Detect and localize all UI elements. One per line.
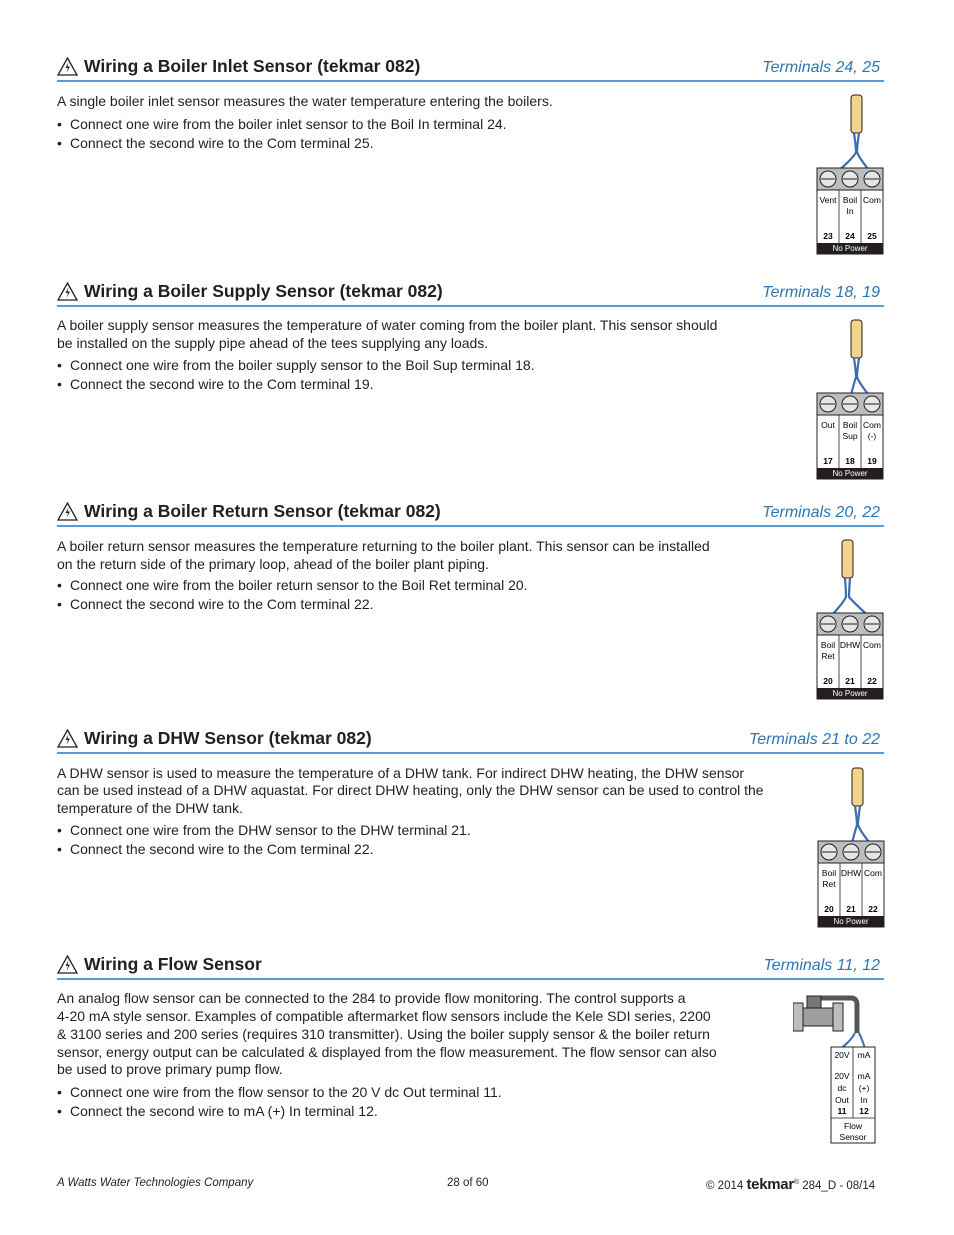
- terminal-number: 19: [867, 456, 877, 466]
- terminal-diagram-3: [816, 537, 884, 700]
- terminals-label: Terminals 11, 12: [763, 957, 880, 974]
- warning-icon: [57, 282, 78, 301]
- warning-icon: [57, 955, 78, 974]
- flow-sensor-label: Flow: [844, 1121, 862, 1131]
- bullet-item: • Connect one wire from the boiler return sensor to the Boil Ret terminal 20.: [57, 577, 528, 593]
- terminal-diagram-4: [817, 765, 885, 928]
- terminal-label: 20V: [834, 1050, 850, 1060]
- terminal-number: 25: [867, 231, 877, 241]
- terminal-label: dc: [837, 1083, 847, 1093]
- paragraph-line: be installed on the supply pipe ahead of the tees supplying any loads.: [57, 335, 489, 351]
- paragraph-line: A boiler supply sensor measures the temperature of water coming from the boiler plant. This sensor should: [57, 317, 718, 333]
- bullet-item: • Connect one wire from the flow sensor to the 20 V dc Out terminal 11.: [57, 1084, 502, 1100]
- terminal-number: 20: [824, 904, 834, 914]
- terminal-label: mA: [857, 1050, 871, 1060]
- paragraph-line: & 3100 series and 200 series (requires 310 transmitter). Using the boiler supply sensor & the boiler return: [57, 1026, 710, 1042]
- terminal-label: Com: [864, 868, 882, 878]
- terminal-number: 12: [859, 1106, 869, 1116]
- terminal-diagram-2: [816, 317, 884, 480]
- no-power-label: No Power: [832, 689, 868, 698]
- brand-logo: tekmar: [746, 1176, 794, 1193]
- bullet-item: • Connect the second wire to the Com terminal 22.: [57, 596, 374, 612]
- terminal-number: 11: [837, 1106, 847, 1116]
- bullet-item: • Connect one wire from the DHW sensor to the DHW terminal 21.: [57, 822, 471, 838]
- terminal-number: 22: [868, 904, 878, 914]
- section-title: Wiring a Boiler Return Sensor (tekmar 082): [84, 501, 441, 521]
- paragraph-line: can be used instead of a DHW aquastat. For direct DHW heating, only the DHW sensor can be used to control the: [57, 782, 764, 798]
- terminal-label: (-): [867, 431, 877, 441]
- paragraph-line: A boiler return sensor measures the temperature returning to the boiler plant. This sensor can be installed: [57, 538, 710, 554]
- paragraph-line: on the return side of the primary loop, ahead of the boiler plant piping.: [57, 556, 489, 572]
- terminal-number: 22: [867, 676, 877, 686]
- terminal-label: Ret: [821, 651, 835, 661]
- bullet-item: • Connect one wire from the boiler supply sensor to the Boil Sup terminal 18.: [57, 357, 535, 373]
- section-header: [57, 954, 884, 980]
- paragraph-line: An analog flow sensor can be connected to the 284 to provide flow monitoring. The control supports a: [57, 990, 686, 1006]
- no-power-label: No Power: [833, 917, 869, 926]
- section-header: [57, 281, 884, 307]
- section-header: [57, 728, 884, 754]
- paragraph-line: 4-20 mA style sensor. Examples of compatible aftermarket flow sensors include the Kele SDI series, 2200: [57, 1008, 711, 1024]
- terminal-number: 21: [845, 676, 855, 686]
- terminal-number: 20: [823, 676, 833, 686]
- terminal-label: Boil: [842, 195, 858, 205]
- terminal-label: Boil: [820, 640, 836, 650]
- terminal-label: Com: [863, 640, 881, 650]
- terminal-label: Com: [863, 420, 881, 430]
- terminal-label: Boil: [821, 868, 837, 878]
- warning-icon: [57, 729, 78, 748]
- terminal-label: Vent: [819, 195, 837, 205]
- paragraph-line: sensor, energy output can be calculated & displayed from the flow measurement. The flow sensor can also: [57, 1044, 717, 1060]
- section-header: [57, 56, 884, 82]
- warning-icon: [57, 57, 78, 76]
- terminal-number: 18: [845, 456, 855, 466]
- flow-sensor-label: Sensor: [839, 1132, 867, 1142]
- bullet-item: • Connect the second wire to the Com terminal 22.: [57, 841, 374, 857]
- terminal-label: Sup: [842, 431, 858, 441]
- terminals-label: Terminals 20, 22: [762, 504, 880, 521]
- terminals-label: Terminals 24, 25: [762, 59, 880, 76]
- section-title: Wiring a Boiler Inlet Sensor (tekmar 082): [84, 56, 421, 76]
- terminal-number: 21: [846, 904, 856, 914]
- no-power-label: No Power: [832, 469, 868, 478]
- section-title: Wiring a Boiler Supply Sensor (tekmar 082): [84, 281, 443, 301]
- terminal-number: 23: [823, 231, 833, 241]
- terminal-label: Out: [835, 1095, 849, 1105]
- terminal-label: Out: [821, 420, 835, 430]
- terminal-label: 20V: [834, 1071, 850, 1081]
- terminals-label: Terminals 21 to 22: [748, 731, 880, 748]
- section-title: Wiring a Flow Sensor: [84, 954, 262, 974]
- no-power-label: No Power: [832, 244, 868, 253]
- warning-icon: [57, 502, 78, 521]
- bullet-item: • Connect the second wire to the Com terminal 19.: [57, 376, 374, 392]
- terminal-label: DHW: [840, 868, 862, 878]
- section-header: [57, 501, 884, 527]
- flow-sensor-diagram: [793, 993, 883, 1145]
- terminal-label: (+): [858, 1083, 870, 1093]
- section-title: Wiring a DHW Sensor (tekmar 082): [84, 728, 372, 748]
- page-number: 28 of 60: [447, 1177, 489, 1189]
- bullet-item: • Connect one wire from the boiler inlet sensor to the Boil In terminal 24.: [57, 116, 507, 132]
- paragraph-line: temperature of the DHW tank.: [57, 800, 243, 816]
- footer-company: A Watts Water Technologies Company: [57, 1177, 254, 1189]
- bullet-item: • Connect the second wire to mA (+) In terminal 12.: [57, 1103, 378, 1119]
- terminal-label: In: [860, 1095, 868, 1105]
- terminal-label: Com: [863, 195, 881, 205]
- terminal-label: mA: [857, 1071, 871, 1081]
- terminal-label: Boil: [842, 420, 858, 430]
- terminal-label: Ret: [822, 879, 836, 889]
- terminals-label: Terminals 18, 19: [762, 284, 880, 301]
- terminal-label: In: [846, 206, 854, 216]
- paragraph-line: A single boiler inlet sensor measures the water temperature entering the boilers.: [57, 93, 553, 109]
- paragraph-line: be used to prove primary pump flow.: [57, 1061, 283, 1077]
- terminal-number: 24: [845, 231, 855, 241]
- terminal-diagram-1: [816, 92, 884, 255]
- footer-copyright: © 2014 tekmar® 284_D - 08/14: [706, 1176, 876, 1193]
- paragraph-line: A DHW sensor is used to measure the temperature of a DHW tank. For indirect DHW heating, the DHW sensor: [57, 765, 745, 781]
- bullet-item: • Connect the second wire to the Com terminal 25.: [57, 135, 374, 151]
- terminal-label: DHW: [839, 640, 861, 650]
- terminal-number: 17: [823, 456, 833, 466]
